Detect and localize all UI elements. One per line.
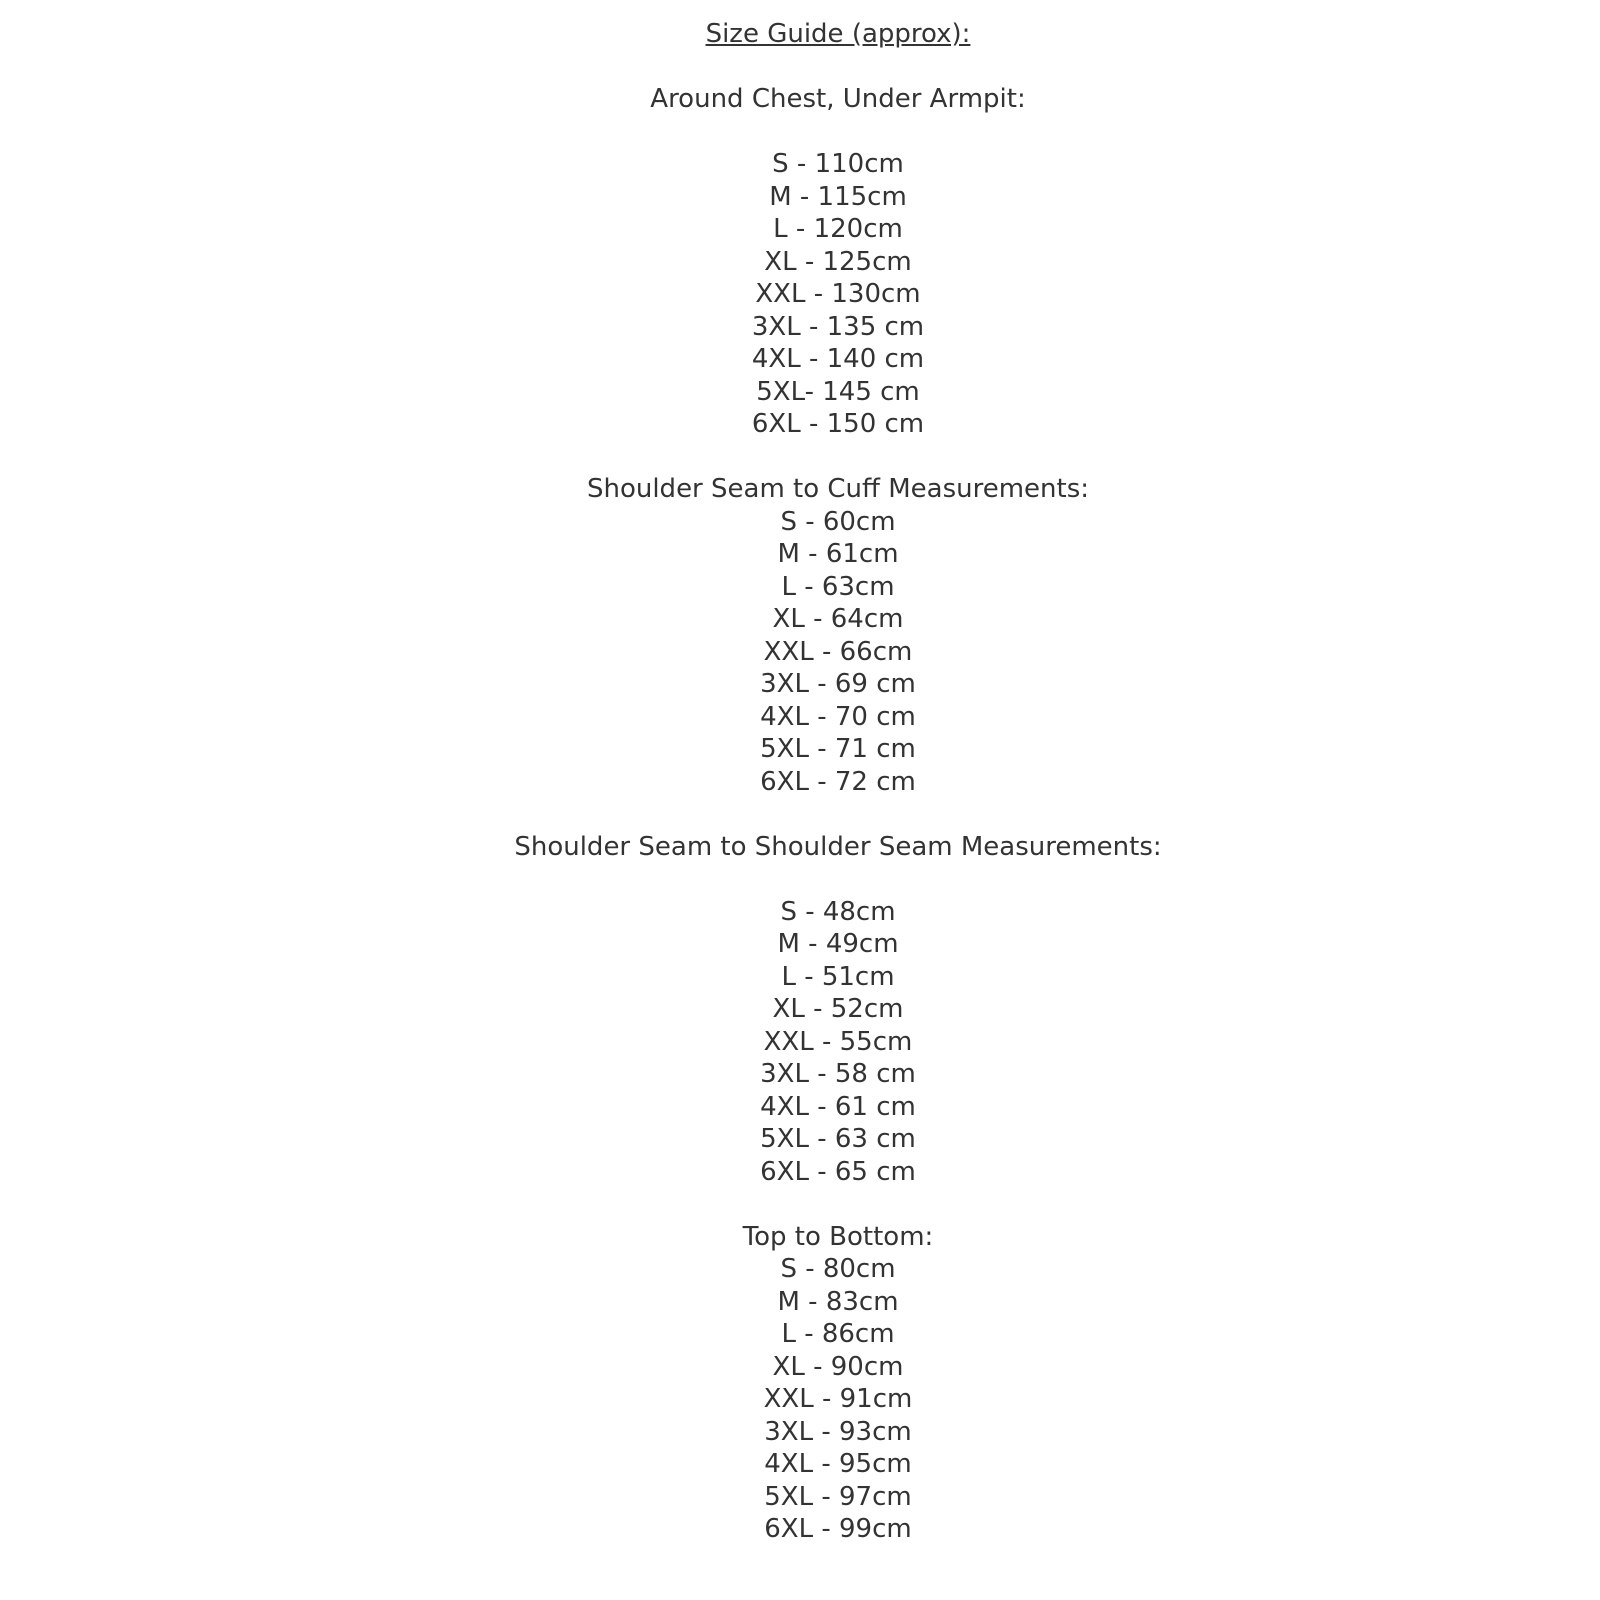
size-row: 6XL - 99cm	[764, 1514, 912, 1544]
size-row: 6XL - 65 cm	[760, 1156, 916, 1187]
size-row: M - 83cm	[777, 1286, 899, 1317]
size-row: L - 51cm	[781, 961, 895, 992]
size-row: XXL - 91cm	[763, 1384, 913, 1414]
size-row: XL - 125cm	[764, 246, 912, 277]
size-row: 4XL - 61 cm	[760, 1091, 916, 1122]
size-row: XL - 52cm	[772, 994, 904, 1024]
size-row: S - 110cm	[772, 149, 904, 179]
size-row: XL - 64cm	[772, 604, 904, 634]
size-row: 5XL- 145 cm	[756, 376, 920, 407]
size-row: L - 120cm	[773, 214, 903, 244]
page-title: Size Guide (approx):	[705, 19, 971, 49]
size-row: 5XL - 97cm	[764, 1481, 912, 1512]
size-row: 3XL - 135 cm	[751, 311, 925, 342]
size-row: 3XL - 58 cm	[760, 1059, 916, 1089]
size-row: L - 86cm	[781, 1319, 895, 1349]
size-section	[76, 83, 1600, 441]
section-heading: Around Chest, Under Armpit:	[650, 84, 1026, 114]
size-row: 3XL - 69 cm	[760, 669, 916, 699]
size-row: S - 60cm	[780, 506, 896, 537]
size-row: XXL - 130cm	[755, 279, 921, 309]
size-row: 5XL - 71 cm	[760, 734, 916, 764]
section-heading: Shoulder Seam to Cuff Measurements:	[586, 474, 1090, 504]
section-heading: Shoulder Seam to Shoulder Seam Measurements:	[514, 831, 1162, 862]
size-row: S - 80cm	[780, 1254, 896, 1284]
size-section	[76, 1221, 1600, 1546]
size-section	[76, 473, 1600, 798]
size-row: 3XL - 93cm	[764, 1416, 912, 1447]
size-row: XL - 90cm	[772, 1351, 904, 1382]
section-heading: Top to Bottom:	[742, 1221, 934, 1252]
size-row: M - 115cm	[769, 181, 907, 212]
size-row: 6XL - 150 cm	[751, 409, 925, 439]
size-sections	[76, 83, 1600, 1546]
size-row: 5XL - 63 cm	[760, 1124, 916, 1154]
size-row: S - 48cm	[780, 896, 896, 927]
size-row: L - 63cm	[781, 571, 895, 602]
size-row: XXL - 66cm	[763, 636, 913, 667]
size-row: M - 61cm	[777, 539, 899, 569]
size-row: XXL - 55cm	[763, 1026, 913, 1057]
size-row: 4XL - 95cm	[764, 1449, 912, 1479]
size-section	[76, 831, 1600, 1189]
size-row: 6XL - 72 cm	[760, 766, 916, 797]
size-row: 4XL - 70 cm	[760, 701, 916, 732]
size-row: 4XL - 140 cm	[751, 344, 925, 374]
size-row: M - 49cm	[777, 929, 899, 959]
